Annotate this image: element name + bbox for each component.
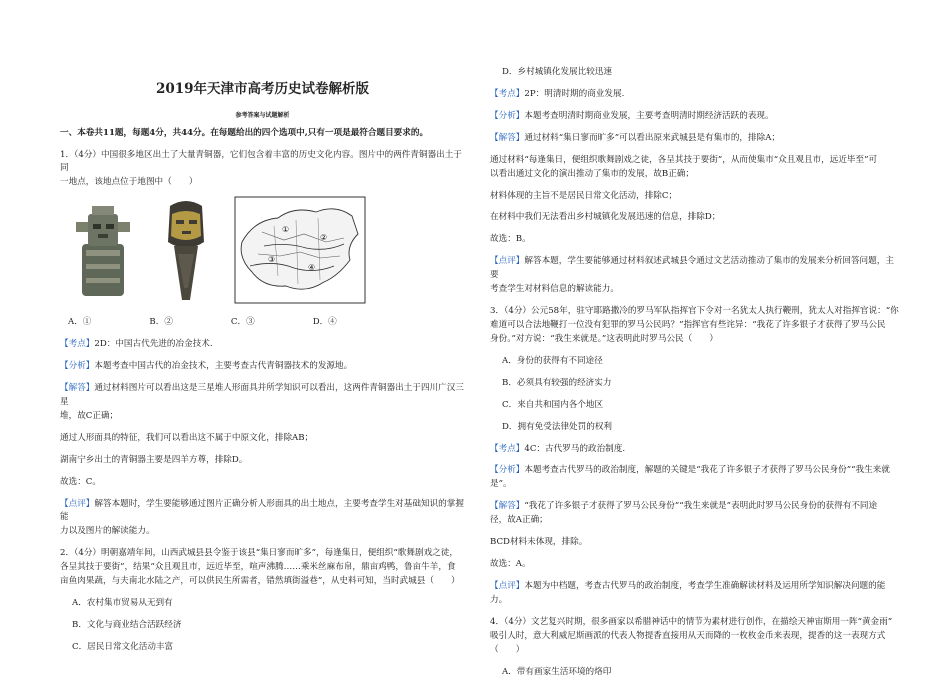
bronze-statue-image (68, 204, 138, 310)
page-title: 2019年天津市高考历史试卷解析版 (155, 81, 370, 97)
q3-fenxi: 【分析】本题考查古代罗马的政治制度，解题的关键是“我花了许多银子才获得了罗马公民身份”“我生来就 是”。 (490, 465, 890, 490)
q1-jieda: 【解答】通过材料图片可以看出这是三星堆人形面具并所学知识可以看出，这两件青铜器出土于四川广汉三星 堆，故C正确； (60, 383, 464, 421)
left-column (60, 0, 465, 663)
q1-jieda-2: 通过人形面具的特征，我们可以看出这不属于中原文化，排除AB； (60, 432, 314, 443)
q1-figure (68, 198, 465, 310)
q1-kaodian: 【考点】2D：中国古代先进的冶金技术. (60, 339, 213, 350)
q2-kaodian: 【考点】2P：明清时期的商业发展. (490, 88, 625, 99)
map-label-1: ① (282, 225, 290, 235)
china-map-image (234, 196, 366, 310)
q3-option-c: C．来自共和国内各个地区 (502, 399, 604, 410)
q2-dianping: 【点评】解答本题，学生要能够通过材料叙述武城县令通过文艺活动推动了集市的发展来分析回答问题，主要 考查学生对材料信息的解读能力。 (490, 256, 894, 295)
q2-jieda-3: 材料体现的主旨不是居民日常文化活动，排除C； (490, 190, 678, 201)
q2-fenxi: 【分析】本题考查明清时期商业发展，主要考查明清时期经济活跃的表现。 (490, 110, 774, 121)
q2-answer: 故选：B。 (490, 234, 531, 245)
q3-answer: 故选：A。 (490, 559, 531, 570)
q3-option-b: B．必须具有较强的经济实力 (502, 377, 612, 388)
q3-stem: 3．（4分）公元58年，驻守耶路撒冷的罗马军队指挥官下令对一名犹太人执行鞭刑，犹太人对指挥官说：“你 难道可以合法地鞭打一位没有犯罪的罗马公民吗？”指挥官有些诧异：“我花了许多银子才获得了罗马公民 身份。”对方说：“我生来就是。”这表明此时罗马公民（ ） (490, 306, 899, 344)
q3-dianping: 【点评】本题为中档题，考查古代罗马的政治制度，考查学生准确解读材料及运用所学知识解决问题的能力。 (490, 580, 886, 605)
q1-option-c: C．③ (230, 317, 255, 328)
q2-stem: 2．（4分）明朝嘉靖年间，山西武城县县令鉴于该县“集日寥而旷多”，每逢集日，便组织“歌舞剧戏之徒， 各呈其技于要街”，结果“众且观且市，远近毕至，喧声沸腾……乘米丝麻布帛，鼎亩鸡鸭，鲁亩牛羊，食 亩鱼肉果蔬，与夫南北水陆之产，可以供民生所需者，错然填街溢巷”，从史料可知，当时武城县（ ） (60, 548, 460, 587)
q1-fenxi: 【分析】本题考查中国古代的冶金技术，主要考查古代青铜器技术的发源地。 (60, 361, 353, 372)
q2-jieda: 【解答】通过材料“集日寥而旷多”可以看出原来武城县是有集市的，排除A； (490, 132, 781, 143)
section-heading: 一、本卷共11题，每题4分，共44分。在每题给出的四个选项中,只有一项是最符合题目要求的。 (60, 127, 429, 138)
q4-option-a: A．带有画家生活环境的烙印 (502, 666, 612, 677)
q2-option-d: D．乡村城镇化发展比较迅速 (502, 67, 613, 77)
q2-jieda-2: 通过材料“每逢集日，便组织歌舞剧戏之徒，各呈其技于要街”，从而使集市“众且观且市，远近毕至”可 以看出通过文化的演出推动了集市的发展，故B正确； (490, 154, 878, 179)
q1-jieda-3: 湖南宁乡出土的青铜器主要是四羊方尊，排除D。 (60, 454, 248, 465)
q1-option-b: B．② (149, 317, 173, 328)
q1-dianping: 【点评】解答本题时，学生要能够通过图片正确分析人形面具的出土地点，主要考查学生对基础知识的掌握能 力以及图片的解读能力。 (60, 498, 464, 537)
map-label-3: ③ (268, 255, 276, 265)
q1-stem: 1．（4分）中国很多地区出土了大量青铜器，它们包含着丰富的历史文化内容。图片中的两件青铜器出土于同 一地点，该地点位于地图中（ ） (60, 149, 462, 188)
map-label-2: ② (320, 233, 328, 243)
map-label-4: ④ (308, 263, 316, 273)
page-subtitle: 参考答案与试题解析 (235, 111, 290, 119)
bronze-mask-head-image (156, 196, 216, 310)
right-column (490, 66, 900, 688)
q3-option-a: A．身份的获得有不同途径 (502, 355, 603, 366)
q2-option-a: A．农村集市贸易从无到有 (72, 598, 173, 609)
q1-option-d: D．④ (312, 317, 337, 328)
q3-kaodian: 【考点】4C：古代罗马的政治制度. (490, 443, 626, 454)
q3-jieda-2: BCD材料未体现，排除。 (490, 537, 588, 548)
q3-option-d: D．拥有免受法律处罚的权利 (502, 421, 613, 432)
q2-option-b: B．文化与商业结合活跃经济 (72, 620, 182, 631)
q1-options (68, 316, 465, 330)
q1-answer: 故选：C。 (60, 476, 101, 487)
q3-jieda: 【解答】“我花了许多银子才获得了罗马公民身份”“我生来就是”表明此时罗马公民身份的获得有不同途 径，故A正确； (490, 501, 878, 526)
q4-stem: 4．（4分）文艺复兴时期，很多画家以希腊神话中的情节为素材进行创作，在描绘天神宙斯用一阵“黄金雨” 吸引人时，意大利威尼斯画派的代表人物提香直接用从天而降的一枚枚金币来表现，提香的这一表现方式 （ ） (490, 616, 893, 655)
q2-jieda-4: 在材料中我们无法看出乡村城镇化发展迅速的信息，排除D； (490, 212, 721, 223)
q2-option-c: C．居民日常文化活动丰富 (72, 641, 174, 652)
q1-option-a: A．① (68, 317, 92, 328)
